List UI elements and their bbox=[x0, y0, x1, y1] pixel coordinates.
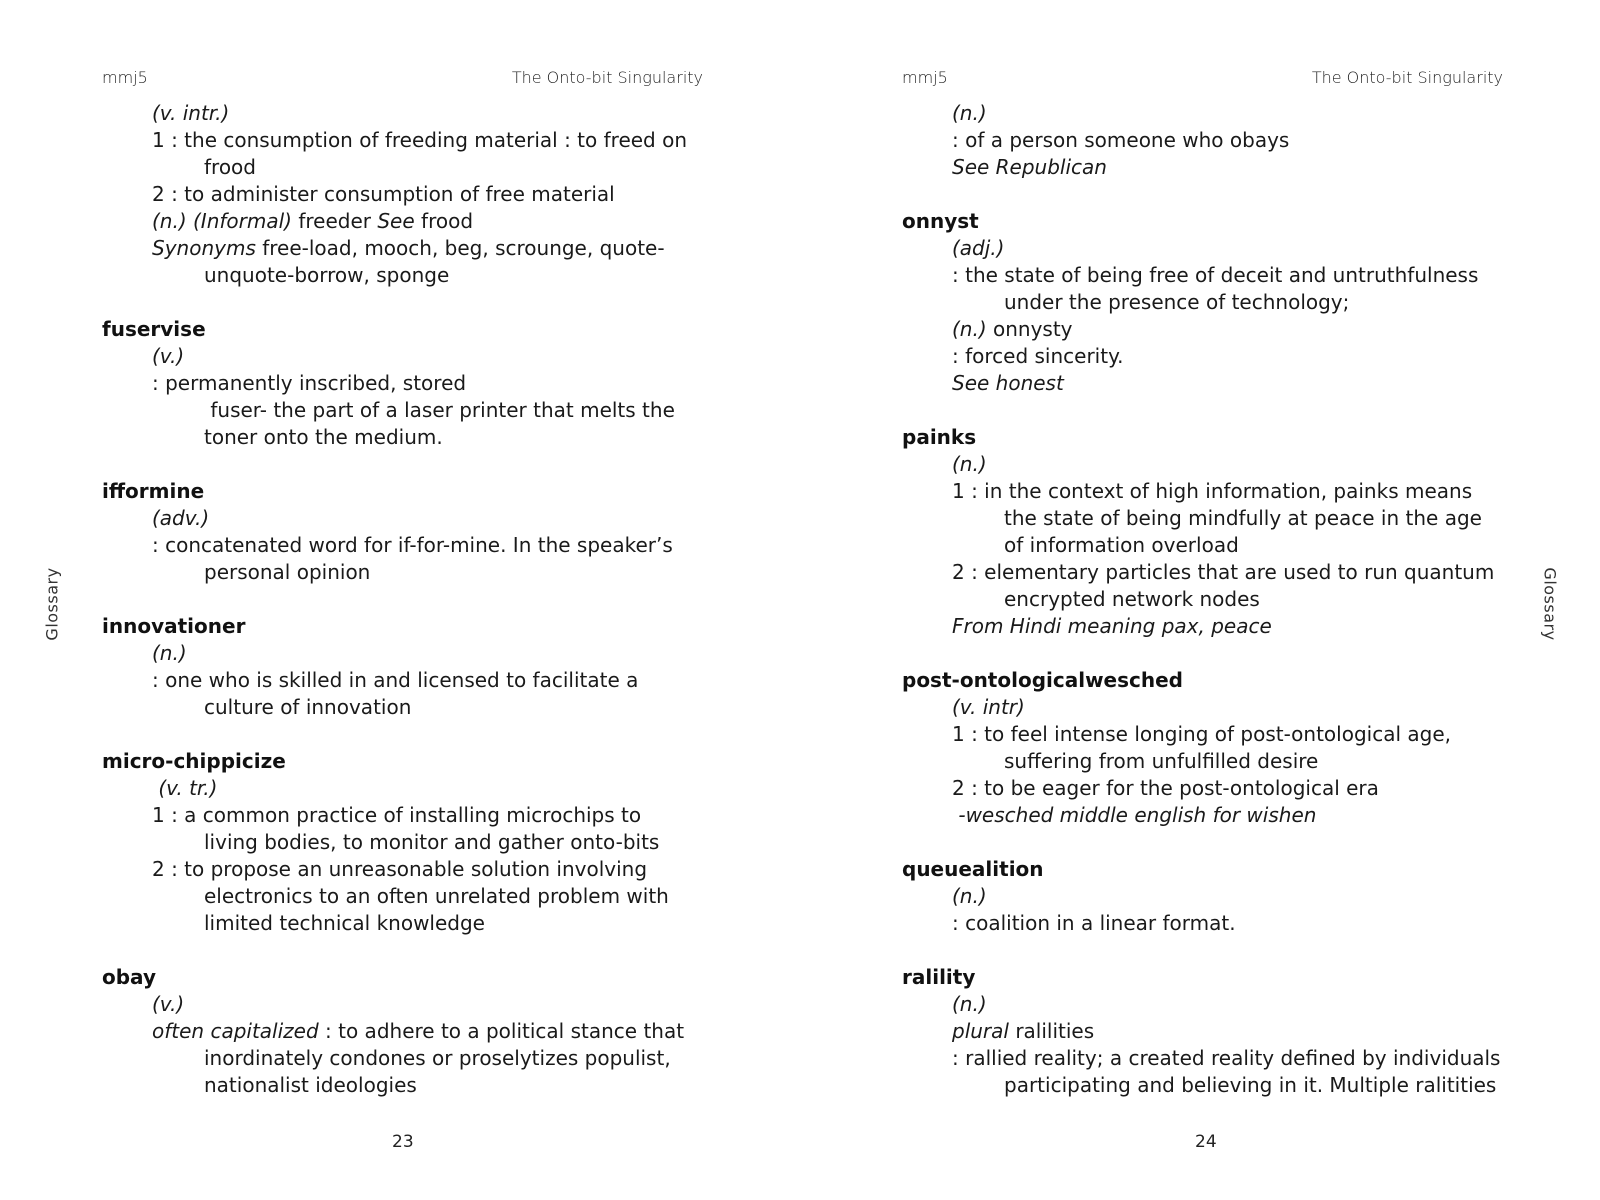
glossary-body-left bbox=[102, 100, 722, 1099]
sense-1: 1 : a common practice of installing microchips to bbox=[152, 803, 642, 827]
entry-continuation-freed bbox=[102, 100, 722, 289]
headword: post-ontologicalwesched bbox=[902, 668, 1183, 692]
page-number: 23 bbox=[392, 1132, 414, 1152]
sense-2-cont-2: limited technical knowledge bbox=[204, 911, 485, 935]
sense-2: 2 : to be eager for the post-ontological era bbox=[952, 776, 1379, 800]
page-number: 24 bbox=[1195, 1132, 1217, 1152]
entry-obay bbox=[102, 964, 722, 1099]
definition: : the state of being free of deceit and untruthfulness bbox=[952, 263, 1479, 287]
part-of-speech: (n.) bbox=[152, 641, 187, 665]
sense-1-cont: suffering from unfulfilled desire bbox=[1004, 749, 1319, 773]
part-of-speech: (adv.) bbox=[152, 506, 210, 530]
entry-micro-chippicize bbox=[102, 748, 722, 937]
part-of-speech: (n.) bbox=[952, 452, 987, 476]
part-of-speech: (v.) bbox=[152, 992, 185, 1016]
headword: onnyst bbox=[902, 209, 979, 233]
noun-pos: (n.) (Informal) bbox=[152, 209, 292, 233]
plural-text: ralilities bbox=[1008, 1019, 1095, 1043]
sense-1-cont: frood bbox=[204, 155, 256, 179]
running-head-title: The Onto-bit Singularity bbox=[1311, 68, 1503, 87]
sense-2: 2 : to administer consumption of free material bbox=[152, 182, 615, 206]
plural-label: plural bbox=[952, 1019, 1009, 1043]
definition: : permanently inscribed, stored bbox=[152, 371, 467, 395]
see-label: See bbox=[377, 209, 415, 233]
sense-2-cont: electronics to an often unrelated problem with bbox=[204, 884, 669, 908]
sense-1-cont-2: of information overload bbox=[1004, 533, 1239, 557]
part-of-speech: (adj.) bbox=[952, 236, 1005, 260]
sense-1-cont: living bodies, to monitor and gather onto-bits bbox=[204, 830, 660, 854]
sense-2: 2 : to propose an unreasonable solution involving bbox=[152, 857, 648, 881]
running-head-code: mmj5 bbox=[102, 68, 148, 87]
definition-cont: culture of innovation bbox=[204, 695, 412, 719]
noun-pos: (n.) bbox=[952, 317, 987, 341]
headword: innovationer bbox=[102, 614, 246, 638]
entry-fuservise bbox=[102, 316, 722, 451]
entry-innovationer bbox=[102, 613, 722, 721]
headword: obay bbox=[102, 965, 156, 989]
part-of-speech: (n.) bbox=[952, 884, 987, 908]
entry-ralility bbox=[902, 964, 1522, 1099]
noun-form bbox=[102, 208, 722, 235]
headword: painks bbox=[902, 425, 977, 449]
headword: fuservise bbox=[102, 317, 206, 341]
plural-form bbox=[902, 1018, 1522, 1045]
entry-continuation-obay bbox=[902, 100, 1522, 181]
see-ref: frood bbox=[414, 209, 474, 233]
definition: : coalition in a linear format. bbox=[952, 911, 1236, 935]
headword: queuealition bbox=[902, 857, 1044, 881]
definition: : rallied reality; a created reality defined by individuals bbox=[952, 1046, 1501, 1070]
definition: : concatenated word for if-for-mine. In the speaker’s bbox=[152, 533, 673, 557]
definition: : one who is skilled in and licensed to facilitate a bbox=[152, 668, 639, 692]
sense-2-cont: encrypted network nodes bbox=[1004, 587, 1260, 611]
entry-ifformine bbox=[102, 478, 722, 586]
qualifier: often capitalized bbox=[152, 1019, 319, 1043]
entry-painks bbox=[902, 424, 1522, 640]
part-of-speech: (v. tr.) bbox=[152, 776, 218, 800]
entry-onnyst bbox=[902, 208, 1522, 397]
noun-form bbox=[902, 316, 1522, 343]
synonyms-cont: unquote-borrow, sponge bbox=[204, 263, 450, 287]
definition-cont: inordinately condones or proselytizes populist, bbox=[204, 1046, 671, 1070]
sense-1: 1 : in the context of high information, painks means bbox=[952, 479, 1473, 503]
glossary-body-right bbox=[902, 100, 1522, 1099]
definition-cont: participating and believing in it. Multiple ralitities bbox=[1004, 1073, 1497, 1097]
sense-1: 1 : to feel intense longing of post-ontological age, bbox=[952, 722, 1451, 746]
headword: micro-chippicize bbox=[102, 749, 286, 773]
right-page bbox=[800, 0, 1600, 1200]
synonyms bbox=[102, 235, 722, 262]
see-reference: See Republican bbox=[952, 155, 1107, 179]
see-reference: See honest bbox=[952, 371, 1064, 395]
note-cont: toner onto the medium. bbox=[204, 425, 443, 449]
synonyms-text: free-load, mooch, beg, scrounge, quote- bbox=[255, 236, 665, 260]
part-of-speech: (n.) bbox=[952, 101, 987, 125]
synonyms-label: Synonyms bbox=[152, 236, 256, 260]
running-head-code: mmj5 bbox=[902, 68, 948, 87]
headword: ifformine bbox=[102, 479, 205, 503]
part-of-speech: (v. intr) bbox=[952, 695, 1025, 719]
etymology: From Hindi meaning pax, peace bbox=[952, 614, 1272, 638]
definition-2: : forced sincerity. bbox=[952, 344, 1124, 368]
entry-queuealition bbox=[902, 856, 1522, 937]
definition bbox=[102, 1018, 722, 1045]
part-of-speech: (v.) bbox=[152, 344, 185, 368]
etymology: -wesched middle english for wishen bbox=[952, 803, 1317, 827]
sense-1-cont: the state of being mindfully at peace in the age bbox=[1004, 506, 1482, 530]
definition: : of a person someone who obays bbox=[952, 128, 1290, 152]
definition-text: : to adhere to a political stance that bbox=[318, 1019, 685, 1043]
note: fuser- the part of a laser printer that melts the bbox=[204, 398, 675, 422]
side-label-glossary: Glossary bbox=[1540, 567, 1560, 641]
definition-cont-2: nationalist ideologies bbox=[204, 1073, 417, 1097]
part-of-speech: (n.) bbox=[952, 992, 987, 1016]
headword: ralility bbox=[902, 965, 976, 989]
running-head-title: The Onto-bit Singularity bbox=[511, 68, 703, 87]
part-of-speech: (v. intr.) bbox=[152, 101, 230, 125]
noun-text: freeder bbox=[291, 209, 378, 233]
side-label-glossary: Glossary bbox=[42, 567, 62, 641]
sense-1: 1 : the consumption of freeding material : to freed on bbox=[152, 128, 688, 152]
definition-cont: under the presence of technology; bbox=[1004, 290, 1350, 314]
definition-cont: personal opinion bbox=[204, 560, 371, 584]
sense-2: 2 : elementary particles that are used to run quantum bbox=[952, 560, 1495, 584]
entry-post-ontologicalwesched bbox=[902, 667, 1522, 829]
noun-text: onnysty bbox=[986, 317, 1073, 341]
